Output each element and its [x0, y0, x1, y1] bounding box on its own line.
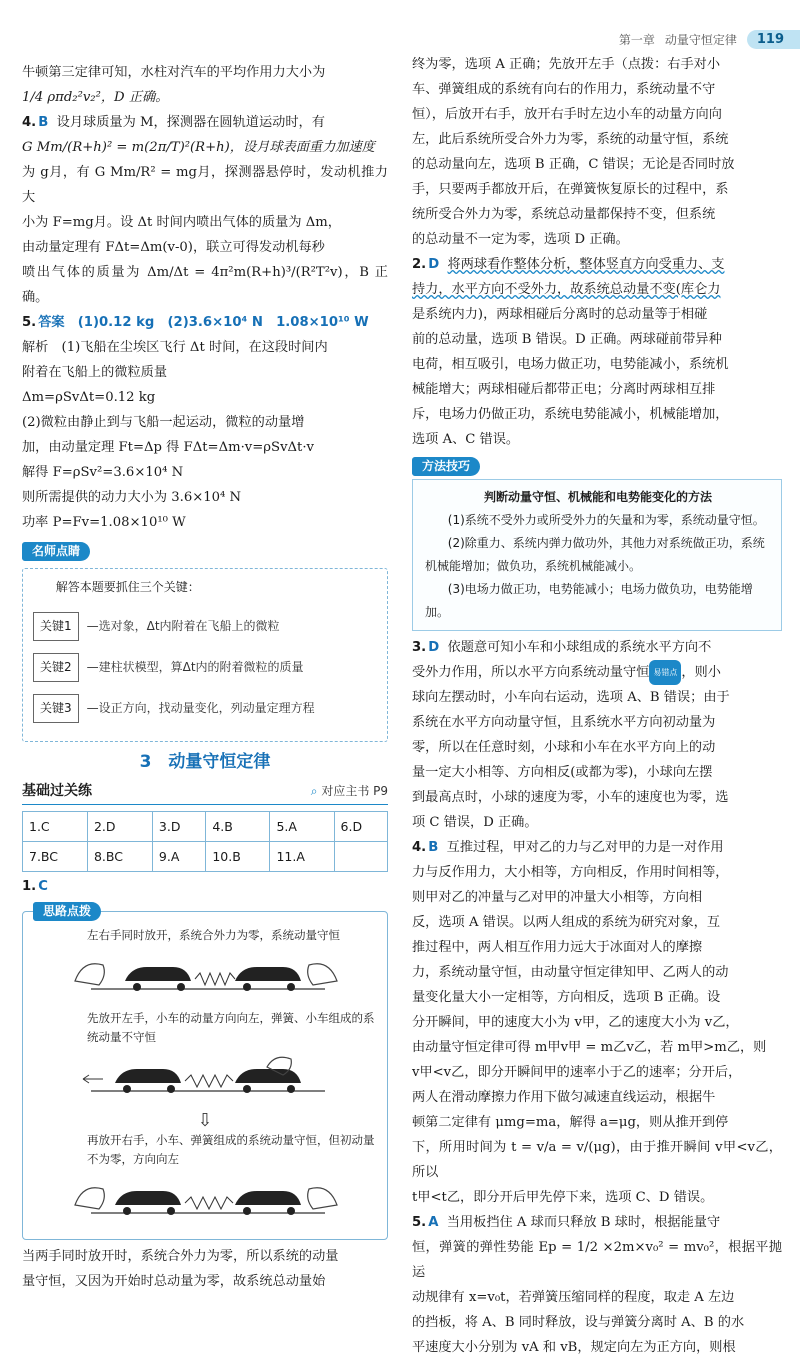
text-line: 附着在飞船上的微粒质量: [22, 365, 168, 380]
basic-practice-header: [22, 779, 388, 805]
text-line: 当用板挡住 A 球而只释放 B 球时，根据能量守: [446, 1215, 721, 1230]
search-icon: ⌕: [310, 784, 318, 798]
running-header: [619, 28, 800, 50]
text-line: 功率 P=Fv=1.08×10¹⁰ W: [22, 515, 186, 530]
text-line: 选项 A、C 错误。: [412, 432, 520, 447]
question-2: [412, 252, 782, 277]
text-line: 为 g月，有 G Mm/R² = mg月，探测器悬停时，发动机推力大: [22, 165, 388, 205]
text-line: 系统在水平方向动量守恒，且系统水平方向初动量为: [412, 715, 716, 730]
method-section: [412, 454, 782, 631]
basic-practice-title: 基础过关练: [22, 783, 92, 799]
question-number: 5.: [22, 315, 37, 330]
idea-text: 左右手同时放开，系统合外力为零，系统动量守恒: [87, 928, 340, 942]
text-line: 则所需提供的动力大小为 3.6×10⁴ N: [22, 490, 242, 505]
question-4: [22, 110, 388, 135]
chapter-label: 第一章: [618, 32, 655, 47]
text-line: 手，只要两手都放开后，在弹簧恢复原长的过程中，系: [412, 182, 729, 197]
text-line: 量一定大小相等、方向相反(或都为零)，小球向左摆: [412, 765, 713, 780]
text-line: v甲<v乙，即分开瞬间甲的速率小于乙的速率；分开后，: [412, 1065, 742, 1080]
answer-letter: A: [428, 1215, 439, 1230]
text-line: 由动量定理有 FΔt=Δm(v-0)，联立可得发动机每秒: [22, 240, 325, 255]
teacher-tag: 名师点睛: [22, 542, 90, 561]
text-line: 力，系统动量守恒，由动量守恒定律知甲、乙两人的动: [412, 965, 729, 980]
reference-text: 对应主书 P9: [321, 784, 388, 798]
text-line: 终为零，选项 A 正确；先放开左手（点拨：右手对小: [412, 57, 721, 72]
text-line: 统所受合外力为零，系统总动量都保持不变，但系统: [412, 207, 716, 222]
table-cell: 4.B: [206, 812, 270, 842]
method-item: (2)除重力、系统内弹力做功外，其他力对系统做正功，系统机械能增加；做负功，系统机械能减小。: [425, 536, 765, 573]
question-1: [22, 874, 388, 899]
text-line: t甲<t乙，即分开后甲先停下来，选项 C、D 错误。: [412, 1190, 714, 1205]
text-line: 项 C 错误，D 正确。: [412, 815, 538, 830]
key-text: —设正方向，找动量变化，列动量定理方程: [86, 701, 315, 715]
answer-letter: B: [428, 840, 439, 855]
text-line: 1/4 ρπd₂²v₂²，D 正确。: [22, 90, 169, 105]
text-line: 解得 F=ρSv²=3.6×10⁴ N: [22, 465, 184, 480]
method-box: [412, 479, 782, 631]
idea-box: [22, 904, 388, 1240]
text-line: 推过程中，两人相互作用力远大于冰面对人的摩擦: [412, 940, 703, 955]
right-column: [412, 52, 782, 1360]
text-line: 当两手同时放开时，系统合外力为零，所以系统的动量: [22, 1249, 339, 1264]
question-4: [412, 835, 782, 860]
page-number: 119: [747, 30, 800, 49]
question-3: [412, 635, 782, 660]
text-line: G Mm/(R+h)² = m(2π/T)²(R+h)，设月球表面重力加速度: [22, 140, 375, 155]
key-row: [33, 694, 377, 723]
text-line: 反，选项 A 错误。以两人组成的系统为研究对象，互: [412, 915, 721, 930]
question-number: 4.: [22, 115, 37, 130]
text-line: 恒），后放开右手，放开右手时左边小车的动量方向向: [412, 107, 722, 122]
text-line: 车、弹簧组成的系统有向右的作用力，系统动量不守: [412, 82, 716, 97]
text-line: 左，此后系统所受合外力为零，系统的动量守恒，系统: [412, 132, 729, 147]
question-number: 4.: [412, 840, 427, 855]
cart-spring-scene-3: [55, 1175, 355, 1223]
idea-text: 先放开左手，小车的动量方向向左，弹簧、小车组成的系统动量不守恒: [87, 1011, 375, 1044]
text-line: 到最高点时，小球的速度为零，小车的速度也为零，选: [412, 790, 729, 805]
table-row: [23, 812, 388, 842]
text-line: 量变化量大小一定相等，方向相反，选项 B 正确。设: [412, 990, 721, 1005]
text-line: 顿第二定律有 μmg=ma，解得 a=μg，则从推开到停: [412, 1115, 729, 1130]
key-intro: 解答本题要抓住三个关键：: [55, 580, 200, 594]
table-cell: 3.D: [152, 812, 205, 842]
answer-letter: C: [38, 879, 48, 894]
text-line: 将两球看作整体分析，整体竖直方向受重力、支: [447, 257, 725, 272]
error-prone-badge: 易错点: [649, 660, 681, 685]
table-row: [23, 842, 388, 872]
key-label: 关键1: [33, 612, 79, 641]
text-line: 球向左摆动时，小车向右运动，选项 A、B 错误；由于: [412, 690, 730, 705]
idea-text: 再放开右手，小车、弹簧组成的系统动量守恒，但初动量不为零，方向向左: [87, 1133, 375, 1166]
text-line: 加，由动量定理 Ft=Δp 得 FΔt=Δm·v=ρSvΔt·v: [22, 440, 314, 455]
answer-line: 答案 (1)0.12 kg (2)3.6×10⁴ N 1.08×10¹⁰ W: [38, 315, 369, 330]
chapter-title: 动量守恒定律: [664, 32, 737, 47]
table-cell: 9.A: [152, 842, 205, 872]
answer-letter: D: [428, 257, 440, 272]
table-cell: 6.D: [334, 812, 387, 842]
text-line: 械能增大；两球相碰后都带正电；分离时两球相互排: [412, 382, 716, 397]
text-line: 量守恒，又因为开始时总动量为零，故系统总动量始: [22, 1274, 326, 1289]
text-line: 牛顿第三定律可知，水柱对汽车的平均作用力大小为: [22, 65, 326, 80]
idea-tag: 思路点拨: [33, 902, 101, 921]
text-line: 电荷，相互吸引，电场力做正功，电势能减小，系统机: [412, 357, 729, 372]
text-line: 的挡板，将 A、B 同时释放，设与弹簧分离时 A、B 的水: [412, 1315, 745, 1330]
table-cell: 10.B: [206, 842, 270, 872]
method-item: (3)电场力做正功，电势能减小；电场力做负功，电势能增加。: [425, 582, 753, 619]
key-box: [22, 568, 388, 742]
method-title: 判断动量守恒、机械能和电势能变化的方法: [483, 490, 712, 504]
text-line: 是系统内力)，两球相碰后分离时的总动量等于相碰: [412, 307, 708, 322]
text-line: 由动量守恒定律可得 m甲v甲 = m乙v乙，若 m甲>m乙，则: [412, 1040, 767, 1055]
text-line: 斥，电场力仍做正功，系统电势能减小，机械能增加，: [412, 407, 729, 422]
question-5: [22, 310, 388, 335]
question-number: 1.: [22, 879, 37, 894]
cart-spring-scene-2: [55, 1053, 355, 1101]
text-line: 分开瞬间，甲的速度大小为 v甲，乙的速度大小为 v乙，: [412, 1015, 739, 1030]
table-cell: 11.A: [270, 842, 334, 872]
text-line: ，则小: [681, 665, 721, 680]
text-line: 的总动量不一定为零，选项 D 正确。: [412, 232, 629, 247]
text-line-with-badge: [412, 660, 782, 685]
text-line: 解析 (1)飞船在尘埃区飞行 Δt 时间，在这段时间内: [22, 340, 328, 355]
answer-table: [22, 811, 388, 872]
question-number: 5.: [412, 1215, 427, 1230]
text-line: 互推过程，甲对乙的力与乙对甲的力是一对作用: [446, 840, 724, 855]
text-line: 持力，水平方向不受外力，故系统总动量不变(库仑力: [412, 282, 721, 297]
text-line: 则甲对乙的冲量与乙对甲的冲量大小相等，方向相: [412, 890, 703, 905]
text-line: 平速度大小分别为 vA 和 vB，规定向左为正方向，则根: [412, 1340, 736, 1355]
table-cell: 2.D: [87, 812, 152, 842]
key-row: [33, 612, 377, 641]
text-line: Δm=ρSvΔt=0.12 kg: [22, 390, 156, 405]
text-line: 前的总动量，选项 B 错误。D 正确。两球碰前带异种: [412, 332, 722, 347]
text-line: 的总动量向左，选项 B 正确，C 错误；无论是否同时放: [412, 157, 735, 172]
text-line: 零，所以在任意时刻，小球和小车在水平方向上的动: [412, 740, 716, 755]
text-line: 设月球质量为 M，探测器在圆轨道运动时，有: [56, 115, 325, 130]
key-label: 关键2: [33, 653, 79, 682]
text-line: (2)微粒由静止到与飞船一起运动，微粒的动量增: [22, 415, 305, 430]
text-line: 下，所用时间为 t = v/a = v/(μg)，由于推开瞬间 v甲<v乙，所以: [412, 1140, 782, 1180]
text-line: 依题意可知小车和小球组成的系统水平方向不: [447, 640, 712, 655]
method-tag: 方法技巧: [412, 457, 480, 476]
key-label: 关键3: [33, 694, 79, 723]
method-item: (1)系统不受外力或所受外力的矢量和为零，系统动量守恒。: [447, 513, 765, 527]
question-5: [412, 1210, 782, 1235]
text-line: 小为 F=mg月。设 Δt 时间内喷出气体的质量为 Δm，: [22, 215, 341, 230]
table-cell: 5.A: [270, 812, 334, 842]
answer-letter: B: [38, 115, 49, 130]
text-line: 动规律有 x=v₀t，若弹簧压缩同样的程度，取走 A 左边: [412, 1290, 735, 1305]
text-line: 喷出气体的质量为 Δm/Δt = 4π²m(R+h)³/(R²T²v)，B 正确。: [22, 265, 388, 305]
text-line: 恒，弹簧的弹性势能 Ep = 1/2 ×2m×v₀² = mv₀²，根据平抛运: [412, 1240, 782, 1280]
text-line: 受外力作用，所以水平方向系统动量守恒: [412, 665, 650, 680]
table-cell: [334, 842, 387, 872]
cart-spring-scene-1: [55, 951, 355, 999]
table-cell: 7.BC: [23, 842, 88, 872]
table-cell: 8.BC: [87, 842, 152, 872]
question-number: 3.: [412, 640, 427, 655]
reference-link: [311, 779, 388, 804]
left-column: [22, 60, 388, 1294]
arrow-down-icon: ⇩: [197, 1110, 213, 1131]
question-number: 2.: [412, 257, 427, 272]
key-text: —建柱状模型，算Δt内的附着微粒的质量: [86, 660, 304, 674]
section-title: 3 动量守恒定律: [139, 752, 271, 772]
answer-letter: D: [428, 640, 440, 655]
text-line: 力与反作用力，大小相等，方向相反，作用时间相等，: [412, 865, 729, 880]
key-row: [33, 653, 377, 682]
teacher-note: [22, 539, 388, 742]
text-line: 两人在滑动摩擦力作用下做匀减速直线运动，根据牛: [412, 1090, 716, 1105]
key-text: —选对象，Δt内附着在飞船上的微粒: [86, 619, 280, 633]
table-cell: 1.C: [23, 812, 88, 842]
